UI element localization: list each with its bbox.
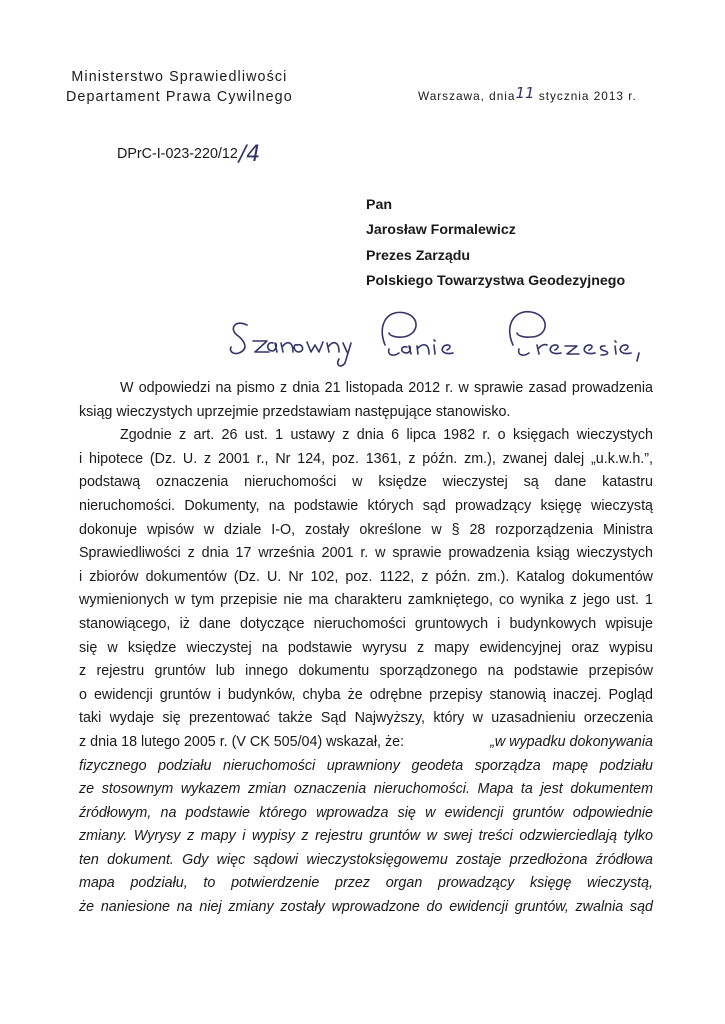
date-prefix: Warszawa, dnia xyxy=(418,89,516,103)
letter-date xyxy=(418,86,637,104)
body-line-quote: ten dokument. Gdy więc sądowi wieczystoksięgowemu zostaje przedłożona źródłowa xyxy=(79,851,653,868)
addressee-organization: Polskiego Towarzystwa Geodezyjnego xyxy=(366,272,626,289)
body-line: i zbiorów dokumentów (Dz. U. Nr 102, poz. 1122, z późn. zm.). Katalog dokumentów xyxy=(79,568,653,585)
reference-number xyxy=(117,139,261,167)
body-line: z dnia 18 lutego 2005 r. (V CK 505/04) wskazał, że: xyxy=(79,733,405,750)
body-line: wymienionych w tym przepisie nie ma charakteru zamkniętego, co wynika z jego ust. 1 xyxy=(79,592,653,609)
body-line-mixed xyxy=(79,731,653,755)
addressee-block xyxy=(366,193,625,294)
addressee-position: Prezes Zarządu xyxy=(366,247,471,264)
body-line: dokonuje wpisów w dziale I-O, zostały określone w § 28 rozporządzenia Ministra xyxy=(79,521,653,538)
ministry-name: Ministerstwo Sprawiedliwości xyxy=(71,69,288,85)
department-name: Departament Prawa Cywilnego xyxy=(66,88,293,105)
body-line: z rejestru gruntów lub innego dokumentu sporządzonego na podstawie przepisów xyxy=(79,663,653,680)
handwritten-salutation xyxy=(227,305,647,375)
addressee-name: Jarosław Formalewicz xyxy=(366,222,516,239)
body-line: o ewidencji gruntów i budynków, chyba że odrębne przepisy stanowią inaczej. Pogląd xyxy=(79,686,653,703)
body-line: i hipotece (Dz. U. z 2001 r., Nr 124, poz. 1361, z późn. zm.), zwanej dalej „u.k.w.h.”, xyxy=(79,450,653,467)
reference-code: DPrC-I-023-220/12 xyxy=(117,146,238,162)
date-suffix: stycznia 2013 r. xyxy=(538,89,637,103)
addressee-title: Pan xyxy=(366,197,393,213)
body-line: podstawą oznaczenia nieruchomości w księdze wieczystej są dane katastru xyxy=(79,474,653,491)
body-line-quote: że naniesione na niej zmiany zostały wprowadzone do ewidencji gruntów, zwalnia sąd xyxy=(79,899,653,916)
body-line: Zgodnie z art. 26 ust. 1 ustawy z dnia 6 lipca 1982 r. o księgach wieczystych xyxy=(120,427,653,444)
date-day-handwritten: 11 xyxy=(515,84,535,102)
body-line: się w księdze wieczystej na podstawie wyrysu z mapy ewidencyjnej oraz wypisu xyxy=(79,639,653,656)
body-line-quote: ze stosownym wykazem zmian oznaczenia nieruchomości. Mapa ta jest dokumentem xyxy=(79,781,653,798)
letter-body xyxy=(79,377,653,920)
body-line-quote: zmiany. Wyrysy z mapy i wypisy z rejestru gruntów w swej treści odzwierciedlają tylko xyxy=(79,828,653,845)
body-line: Sprawiedliwości z dnia 17 września 2001 r. w sprawie prowadzenia ksiąg wieczystych xyxy=(79,545,653,562)
body-line-quote: fizycznego podziału nieruchomości uprawniony geodeta sporządza mapę podziału xyxy=(79,757,653,774)
body-line-quote: źródłowym, na podstawie którego wprowadza się w ewidencji gruntów odpowiednie xyxy=(79,804,653,821)
sender-block xyxy=(66,68,293,107)
salutation-text: Szanowny Panie Prezesie, xyxy=(227,305,239,306)
body-line: W odpowiedzi na pismo z dnia 21 listopada 2012 r. w sprawie zasad prowadzenia xyxy=(120,380,653,396)
body-line: stanowiącego, iż dane dotyczące nieruchomości gruntowych i budynkowych wpisuje xyxy=(79,615,653,632)
body-line: nieruchomości. Dokumenty, na podstawie których sąd prowadzący księgę wieczystą xyxy=(79,497,653,514)
body-line-quote: mapa podziału, to potwierdzenie przez organ prowadzący księgę wieczystą, xyxy=(79,875,653,892)
reference-handwritten-suffix: /4 xyxy=(238,142,261,167)
body-line-quote: „w wypadku dokonywania xyxy=(490,733,653,750)
body-line: taki wydaje się prezentować także Sąd Najwyższy, który w uzasadnieniu orzeczenia xyxy=(79,710,653,727)
body-line: ksiąg wieczystych uprzejmie przedstawiam następujące stanowisko. xyxy=(79,403,511,420)
